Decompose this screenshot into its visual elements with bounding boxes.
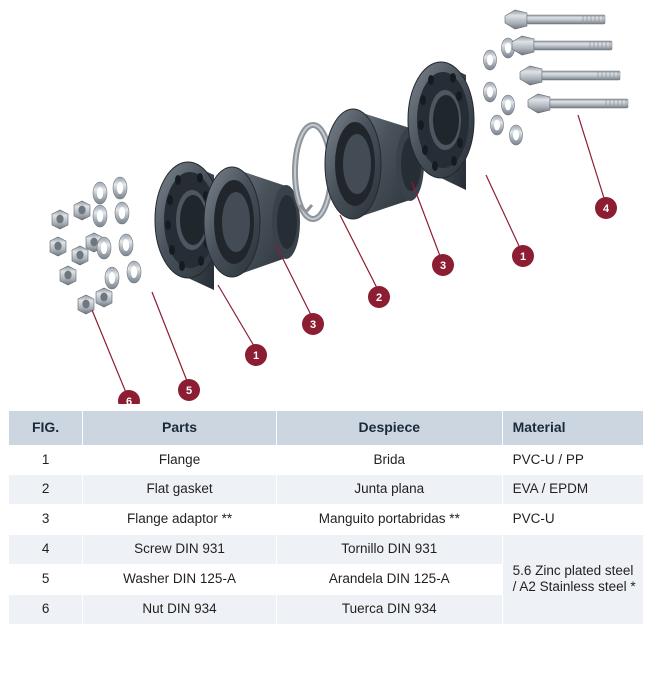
callout-label: 4: [602, 203, 610, 215]
part-washers-right: [484, 38, 523, 145]
cell-fig: 3: [9, 505, 83, 535]
parts-table: [8, 410, 644, 625]
header-material: Material: [502, 411, 643, 446]
part-screws: [505, 10, 628, 113]
cell-parts: Flange: [83, 445, 277, 475]
header-despiece: Despiece: [276, 411, 502, 446]
cell-parts: Flat gasket: [83, 475, 277, 505]
header-fig: FIG.: [9, 411, 83, 446]
table-row: [9, 475, 644, 505]
part-washers: [93, 177, 141, 289]
table-row: [9, 445, 644, 475]
callout-6-nuts: [118, 390, 140, 404]
cell-parts: Nut DIN 934: [83, 594, 277, 624]
callout-4-screws: [595, 197, 617, 219]
cell-fig: 1: [9, 445, 83, 475]
callout-2-gasket: [368, 286, 390, 308]
cell-material: EVA / EPDM: [502, 475, 643, 505]
cell-fig: 2: [9, 475, 83, 505]
cell-despiece: Tuerca DIN 934: [276, 594, 502, 624]
part-flange-adaptor-left: [204, 167, 300, 277]
callout-label: 3: [309, 319, 317, 331]
callout-label: 6: [125, 396, 133, 404]
table-header-row: [9, 411, 644, 446]
callout-label: 1: [252, 350, 260, 362]
table-row: [9, 505, 644, 535]
cell-parts: Washer DIN 125-A: [83, 565, 277, 595]
callout-label: 2: [375, 292, 383, 304]
cell-material-merged: 5.6 Zinc plated steel / A2 Stainless steel *: [502, 535, 643, 625]
cell-fig: 5: [9, 565, 83, 595]
cell-fig: 6: [9, 594, 83, 624]
table-header: [9, 411, 644, 446]
cell-material: PVC-U: [502, 505, 643, 535]
table-row: [9, 535, 644, 565]
callout-1-right: [512, 245, 534, 267]
callout-label: 3: [439, 260, 447, 272]
callout-label: 5: [185, 385, 193, 397]
cell-despiece: Junta plana: [276, 475, 502, 505]
cell-parts: Flange adaptor **: [83, 505, 277, 535]
table-body: [9, 445, 644, 624]
callout-3-left: [302, 313, 324, 335]
cell-material: PVC-U / PP: [502, 445, 643, 475]
cell-fig: 4: [9, 535, 83, 565]
cell-despiece: Tornillo DIN 931: [276, 535, 502, 565]
cell-parts: Screw DIN 931: [83, 535, 277, 565]
header-parts: Parts: [83, 411, 277, 446]
callout-label: 1: [519, 251, 527, 263]
callout-1-left: [245, 344, 267, 366]
callout-3-right: [432, 254, 454, 276]
cell-despiece: Arandela DIN 125-A: [276, 565, 502, 595]
callout-5-washers: [178, 379, 200, 401]
cell-despiece: Manguito portabridas **: [276, 505, 502, 535]
cell-despiece: Brida: [276, 445, 502, 475]
